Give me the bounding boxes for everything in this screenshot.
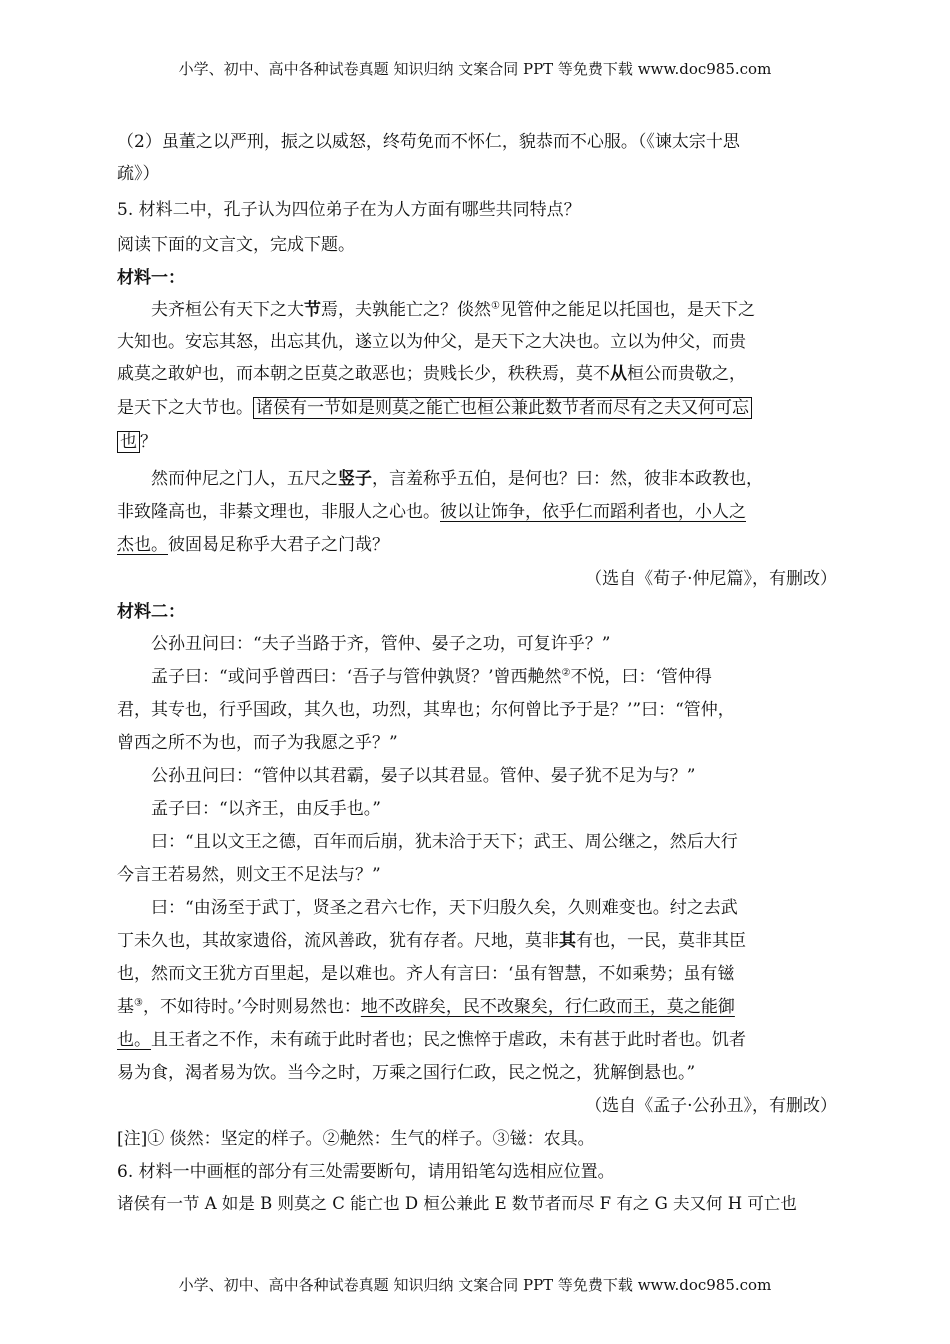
footnote-mark: ①: [491, 300, 500, 312]
reading-intro: 阅读下面的文言文，完成下题。: [117, 235, 355, 255]
material-2-line-c1: 公孙丑问曰：“管仲以其君霸，晏子以其君显。管仲、晏子犹不足为与？”: [151, 766, 696, 786]
material-2-line-a1: 公孙丑问曰：“夫子当路于齐，管仲、晏子之功，可复许乎？”: [151, 634, 611, 654]
text: 桓公而贵敬之，: [627, 364, 746, 384]
material-1-para-1-line-1: [151, 298, 837, 322]
footnote-mark: ②: [561, 667, 571, 679]
boxed-passage-end: 也: [117, 431, 140, 453]
material-2-line-b2: 君，其专也，行乎国政，其久也，功烈，其卑也；尔何曾比予于是？’”曰：“管仲，: [117, 700, 735, 720]
material-2-line-f1: 曰：“由汤至于武丁，贤圣之君六七作，天下归殷久矣，久则难变也。纣之去武: [151, 898, 738, 918]
question-6-options: 诸侯有一节 A 如是 B 则莫之 C 能亡也 D 桓公兼此 E 数节者而尽 F 有之 G 夫又何 H 可亡也: [117, 1194, 797, 1213]
text: 有也，一民，莫非其臣: [576, 931, 746, 951]
text: 丁未久也，其故家遗俗，流风善政，犹有存者。尺地，莫非: [117, 931, 559, 951]
text: 非致隆高也，非綦文理也，非服人之心也。: [117, 502, 440, 522]
material-2-line-f6: 易为食，渴者易为饮。当今之时，万乘之国行仁政，民之悦之，犹解倒悬也。”: [117, 1063, 696, 1083]
bold-keyword: 其: [559, 931, 576, 951]
text: 戚莫之敢妒也，而本朝之臣莫之敢恶也；贵贱长少，秩秩焉，莫不: [117, 364, 610, 384]
text: 是天下之大节也。: [117, 398, 253, 418]
text: 见管仲之能足以托国也，是天下之: [499, 300, 755, 320]
text: ，言羞称乎五伯，是何也？曰：然，彼非本政教也，: [372, 469, 763, 489]
material-2-line-f3: 也，然而文王犹方百里起，是以难也。齐人有言曰：‘虽有智慧，不如乘势；虽有镃: [117, 964, 735, 984]
bold-keyword: 竖子: [338, 469, 372, 489]
material-1-title: 材料一：: [117, 268, 185, 288]
footnotes: [注]① 倓然：坚定的样子。②艴然：生气的样子。③镃：农具。: [117, 1129, 595, 1149]
underlined-sentence: 地不改辟矣，民不改聚矣，行仁政而王，莫之能御: [360, 997, 735, 1017]
text: 焉，夫孰能亡之？倓然: [321, 300, 491, 320]
bold-keyword: 节: [304, 300, 321, 320]
underlined-sentence-end: 也。: [117, 1030, 151, 1050]
question-4-item-2-cont: 疏》）: [117, 164, 160, 184]
boxed-passage: 诸侯有一节如是则莫之能亡也桓公兼此数节者而尽有之夫又何可忘: [253, 397, 752, 419]
text: 不悦，曰：‘管仲得: [570, 667, 712, 687]
material-2-line-e2: 今言王若易然，则文王不足法与？”: [117, 865, 381, 885]
material-2-source: （选自《孟子·公孙丑》，有删改）: [585, 1096, 837, 1116]
underlined-sentence-end: 杰也。: [117, 535, 168, 555]
question-5: 5. 材料二中，孔子认为四位弟子在为人方面有哪些共同特点？: [117, 200, 581, 220]
text: ，不如待时。’今时则易然也：: [142, 997, 361, 1017]
material-2-line-d1: 孟子曰：“以齐王，由反手也。”: [151, 799, 381, 819]
material-2-line-f5: [117, 1028, 837, 1052]
material-2-title: 材料二：: [117, 602, 185, 622]
material-1-source: （选自《荀子·仲尼篇》，有删改）: [585, 569, 837, 589]
text: 且王者之不作，未有疏于此时者也；民之憔悴于虐政，未有甚于此时者也。饥者: [151, 1030, 746, 1050]
text: ？: [140, 432, 157, 452]
material-2-line-e1: 曰：“且以文王之德，百年而后崩，犹未洽于天下；武王、周公继之，然后大行: [151, 832, 738, 852]
material-1-para-1-line-5: [117, 430, 837, 454]
text: 孟子曰：“或问乎曾西曰：‘吾子与管仲孰贤？’曾西艴然: [151, 667, 562, 687]
material-1-para-2-line-1: [151, 467, 837, 491]
question-6: 6. 材料一中画框的部分有三处需要断句，请用铅笔勾选相应位置。: [117, 1162, 615, 1182]
text: 夫齐桓公有天下之大: [151, 300, 304, 320]
material-2-line-f4: [117, 995, 837, 1019]
material-1-para-2-line-3: [117, 533, 837, 557]
footnote-mark: ③: [134, 997, 143, 1009]
material-2-line-b3: 曾西之所不为也，而子为我愿之乎？”: [117, 733, 398, 753]
material-1-para-2-line-2: [117, 500, 837, 524]
text: 基: [117, 997, 134, 1017]
material-2-line-b1: [151, 665, 837, 689]
material-1-para-1-line-2: 大知也。安忘其怒，出忘其仇，遂立以为仲父，是天下之大决也。立以为仲父，而贵: [117, 332, 746, 352]
text: 然而仲尼之门人，五尺之: [151, 469, 338, 489]
question-4-item-2: （2）虽董之以严刑，振之以威怒，终苟免而不怀仁，貌恭而不心服。（《谏太宗十思: [117, 132, 740, 152]
material-2-line-f2: [117, 929, 837, 953]
page-footer: 小学、初中、高中各种试卷真题 知识归纳 文案合同 PPT 等免费下载 www.doc985.com: [178, 1276, 772, 1294]
bold-keyword: 从: [610, 364, 627, 384]
text: 彼固曷足称乎大君子之门哉？: [168, 535, 389, 555]
underlined-sentence: 彼以让饰争，依乎仁而蹈利者也，小人之: [440, 502, 746, 522]
material-1-para-1-line-4: [117, 396, 837, 420]
material-1-para-1-line-3: [117, 362, 837, 386]
page-header: 小学、初中、高中各种试卷真题 知识归纳 文案合同 PPT 等免费下载 www.doc985.com: [178, 60, 772, 78]
